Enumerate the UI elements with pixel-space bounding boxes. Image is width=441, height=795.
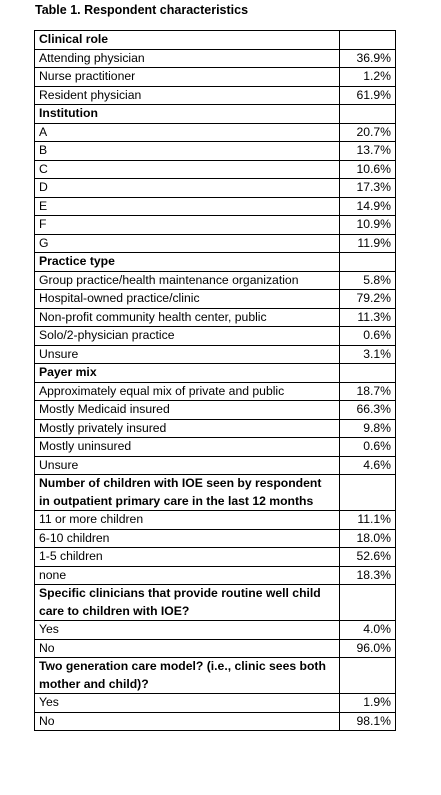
row-value: 11.3%: [340, 308, 396, 327]
table-row: [35, 548, 396, 567]
section-heading-value-cell: [340, 253, 396, 272]
section-heading: Number of children with IOE seen by respondent in outpatient primary care in the last 12 months: [35, 475, 340, 511]
row-value: 3.1%: [340, 345, 396, 364]
table-row: [35, 529, 396, 548]
row-value: 1.9%: [340, 694, 396, 713]
table-caption: Table 1. Respondent characteristics: [35, 3, 249, 17]
section-heading-value-cell: [340, 105, 396, 124]
row-value: 10.9%: [340, 216, 396, 235]
row-value: 79.2%: [340, 290, 396, 309]
row-value: 52.6%: [340, 548, 396, 567]
row-label: G: [35, 234, 340, 253]
row-label: Group practice/health maintenance organization: [35, 271, 340, 290]
table-row: [35, 419, 396, 438]
row-value: 20.7%: [340, 123, 396, 142]
row-value: 36.9%: [340, 49, 396, 68]
row-value: 18.3%: [340, 566, 396, 585]
table-row: [35, 123, 396, 142]
row-value: 61.9%: [340, 86, 396, 105]
row-label: Nurse practitioner: [35, 68, 340, 87]
respondent-characteristics-table: [34, 30, 396, 731]
section-heading: Payer mix: [35, 364, 340, 383]
row-label: Attending physician: [35, 49, 340, 68]
row-value: 10.6%: [340, 160, 396, 179]
table-row: [35, 327, 396, 346]
section-heading-value-cell: [340, 364, 396, 383]
row-label: No: [35, 712, 340, 731]
section-heading: Clinical role: [35, 31, 340, 50]
table-row: [35, 621, 396, 640]
section-header-row: [35, 585, 396, 621]
row-label: 6-10 children: [35, 529, 340, 548]
row-value: 11.9%: [340, 234, 396, 253]
row-value: 13.7%: [340, 142, 396, 161]
row-value: 4.6%: [340, 456, 396, 475]
row-label: Mostly privately insured: [35, 419, 340, 438]
table-row: [35, 271, 396, 290]
row-value: 14.9%: [340, 197, 396, 216]
section-header-row: [35, 658, 396, 694]
row-label: Yes: [35, 621, 340, 640]
row-label: 1-5 children: [35, 548, 340, 567]
row-value: 66.3%: [340, 401, 396, 420]
row-label: No: [35, 639, 340, 658]
row-label: Resident physician: [35, 86, 340, 105]
section-header-row: [35, 31, 396, 50]
table-row: [35, 438, 396, 457]
row-label: E: [35, 197, 340, 216]
section-header-row: [35, 364, 396, 383]
section-header-row: [35, 253, 396, 272]
row-value: 18.0%: [340, 529, 396, 548]
table-row: [35, 179, 396, 198]
section-heading-value-cell: [340, 585, 396, 621]
row-value: 17.3%: [340, 179, 396, 198]
table-row: [35, 639, 396, 658]
row-value: 5.8%: [340, 271, 396, 290]
row-label: Yes: [35, 694, 340, 713]
table-row: [35, 382, 396, 401]
table-row: [35, 142, 396, 161]
row-label: C: [35, 160, 340, 179]
section-header-row: [35, 105, 396, 124]
section-heading: Two generation care model? (i.e., clinic sees both mother and child)?: [35, 658, 340, 694]
table-row: [35, 197, 396, 216]
row-label: Mostly uninsured: [35, 438, 340, 457]
row-value: 98.1%: [340, 712, 396, 731]
row-label: 11 or more children: [35, 511, 340, 530]
table-row: [35, 160, 396, 179]
row-value: 9.8%: [340, 419, 396, 438]
table-row: [35, 345, 396, 364]
table-row: [35, 68, 396, 87]
table-row: [35, 216, 396, 235]
row-label: Non-profit community health center, public: [35, 308, 340, 327]
section-header-row: [35, 475, 396, 511]
row-value: 4.0%: [340, 621, 396, 640]
row-label: B: [35, 142, 340, 161]
row-label: Approximately equal mix of private and public: [35, 382, 340, 401]
table-row: [35, 290, 396, 309]
table-row: [35, 566, 396, 585]
row-value: 0.6%: [340, 327, 396, 346]
table-row: [35, 86, 396, 105]
table-row: [35, 49, 396, 68]
row-label: F: [35, 216, 340, 235]
row-value: 1.2%: [340, 68, 396, 87]
section-heading: Practice type: [35, 253, 340, 272]
row-value: 11.1%: [340, 511, 396, 530]
table-row: [35, 694, 396, 713]
row-label: Solo/2-physician practice: [35, 327, 340, 346]
row-label: Unsure: [35, 456, 340, 475]
section-heading-value-cell: [340, 31, 396, 50]
row-label: Unsure: [35, 345, 340, 364]
row-label: Mostly Medicaid insured: [35, 401, 340, 420]
row-value: 18.7%: [340, 382, 396, 401]
table-body: [35, 31, 396, 731]
table-row: [35, 234, 396, 253]
table-row: [35, 401, 396, 420]
table-row: [35, 511, 396, 530]
row-label: D: [35, 179, 340, 198]
row-label: none: [35, 566, 340, 585]
table-row: [35, 308, 396, 327]
row-label: Hospital-owned practice/clinic: [35, 290, 340, 309]
table-row: [35, 456, 396, 475]
row-label: A: [35, 123, 340, 142]
section-heading: Specific clinicians that provide routine well child care to children with IOE?: [35, 585, 340, 621]
section-heading-value-cell: [340, 475, 396, 511]
row-value: 96.0%: [340, 639, 396, 658]
row-value: 0.6%: [340, 438, 396, 457]
section-heading: Institution: [35, 105, 340, 124]
table-row: [35, 712, 396, 731]
section-heading-value-cell: [340, 658, 396, 694]
